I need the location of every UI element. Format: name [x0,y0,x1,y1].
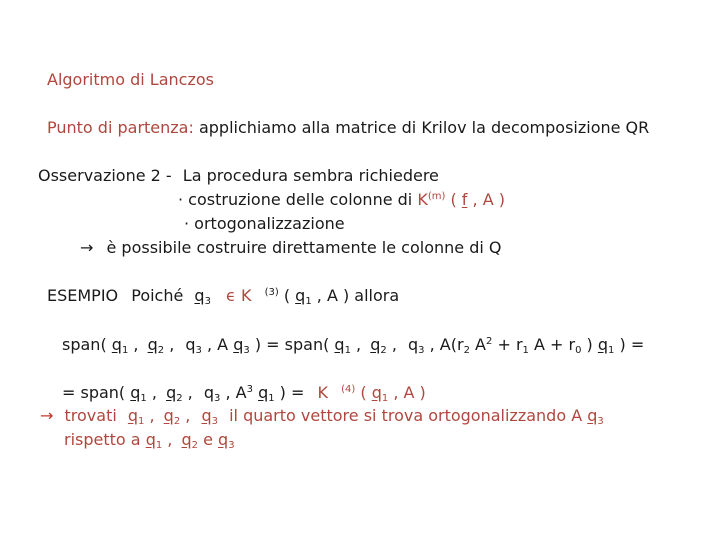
r2-sub: 2 [463,345,470,356]
q3-c: q [408,335,419,354]
krylov-K: K [417,190,428,209]
punto-line [47,118,649,138]
s1-e: 1 [140,393,147,404]
A1: A + r [528,335,576,354]
title-text: Algoritmo di Lanczos [47,70,214,89]
comma-c: , [350,335,362,354]
comma-d: , [386,335,397,354]
pow3: 3 [246,384,253,395]
conclusion-text: è possibile costruire direttamente le colonne di Q [106,238,502,257]
osservazione-label: Osservazione 2 - [38,166,172,185]
span-word: span( [62,335,107,354]
s2-a: 2 [157,345,165,356]
s1-a: 1 [121,345,129,356]
q2-h: q [163,406,174,425]
osservazione-line [38,166,439,186]
s3-i: 3 [597,416,604,427]
s1-f: 1 [268,393,275,404]
s1-c: 1 [344,345,351,356]
end-eq: ) = [614,335,645,354]
s3-b: 3 [243,345,250,356]
r0-sub: 0 [575,345,582,356]
comma-i: , [180,406,191,425]
esempio-label: ESEMPIO [47,286,119,305]
q3-a: q [185,335,196,354]
q3-b: q [233,335,244,354]
trovati-text: il quarto vettore si trova ortogonalizzando A [229,406,583,425]
k4-sup: (4) [341,384,356,395]
q1-g: q [371,383,382,402]
q1-e: q [130,383,141,402]
q3-vector: q [194,286,205,305]
comma-a: , [128,335,139,354]
q3-j: q [218,430,229,449]
s3-h: 3 [211,416,218,427]
krylov-sup: (m) [427,191,446,202]
paren-open: ( [283,286,296,305]
comma-e: , [146,383,157,402]
A3: , A [220,383,247,402]
trovati-line [40,406,604,426]
plus-r1: + r [492,335,523,354]
comma-b: , [164,335,175,354]
s1-d: 1 [608,345,615,356]
s2-c: 2 [380,345,387,356]
punto-label: Punto di partenza: [47,118,194,137]
s3-e: 3 [214,393,221,404]
q1-d: q [597,335,609,354]
esempio-after: , A ) allora [311,286,400,305]
close-paren: ) [581,335,598,354]
q1-a: q [111,335,122,354]
page-title [47,70,214,90]
r1-sub: 1 [522,345,529,356]
e-word: e [198,430,219,449]
eq-close: ) = [274,383,305,402]
arrow-icon: → [80,238,94,257]
q3-i: q [587,406,598,425]
q2-a: q [147,335,158,354]
s2-h: 2 [173,416,181,427]
s2-j: 2 [191,440,199,451]
span-line [62,335,644,355]
A-part: , A(r [424,335,464,354]
eq-line [62,383,426,403]
q1-sub: 1 [305,296,312,307]
eq-start: = span( [62,383,126,402]
bullet1-open: ( [445,190,462,209]
q2-c: q [370,335,381,354]
q1-h: q [127,406,139,425]
trovati-label: trovati [64,406,117,425]
esempio-line [47,286,399,306]
q2-j: q [181,430,192,449]
arrow-red-icon: → [40,406,54,425]
bullet-ortogonalizzazione [184,214,345,234]
q3-e: q [203,383,215,402]
s3-c: 3 [418,345,425,356]
bullet-costruzione [178,190,505,210]
punto-text: applichiamo alla matrice di Krilov la decomposizione QR [198,118,650,137]
bullet1-text: · costruzione delle colonne di [178,190,418,209]
comma-h: , [144,406,155,425]
in-K: ϵ K [226,286,252,305]
q2-e: q [166,383,177,402]
q1-c: q [334,335,345,354]
s1-g: 1 [381,393,389,404]
conclusion-line [80,238,501,258]
osservazione-intro: La procedura sembra richiedere [182,166,439,185]
bullet2-text: · ortogonalizzazione [184,214,345,233]
poiche-word: Poiché [131,286,184,305]
q3-sub: 3 [204,296,211,307]
s3-j: 3 [228,440,235,451]
A2: A [469,335,486,354]
q3-h: q [201,406,212,425]
comma-j: , [162,430,173,449]
pow2: 2 [485,336,493,347]
s1-j: 1 [155,440,163,451]
q1-f: q [258,383,269,402]
k4-open: ( [360,383,372,402]
q1-vector: q [295,286,306,305]
rispetto-line [64,430,235,450]
s3-a: 3 [195,345,202,356]
vector-f: f [461,190,468,209]
K4: K [317,383,329,402]
s2-e: 2 [176,393,183,404]
comma-f: , [182,383,193,402]
eq-span: ) = span( [249,335,330,354]
s1-h: 1 [138,416,145,427]
mid-A: , A [201,335,234,354]
bullet1-close: , A ) [467,190,505,209]
rispetto-text: rispetto a [64,430,141,449]
k4-tail: , A ) [388,383,426,402]
q1-j: q [145,430,156,449]
k3-sup: (3) [264,287,279,298]
